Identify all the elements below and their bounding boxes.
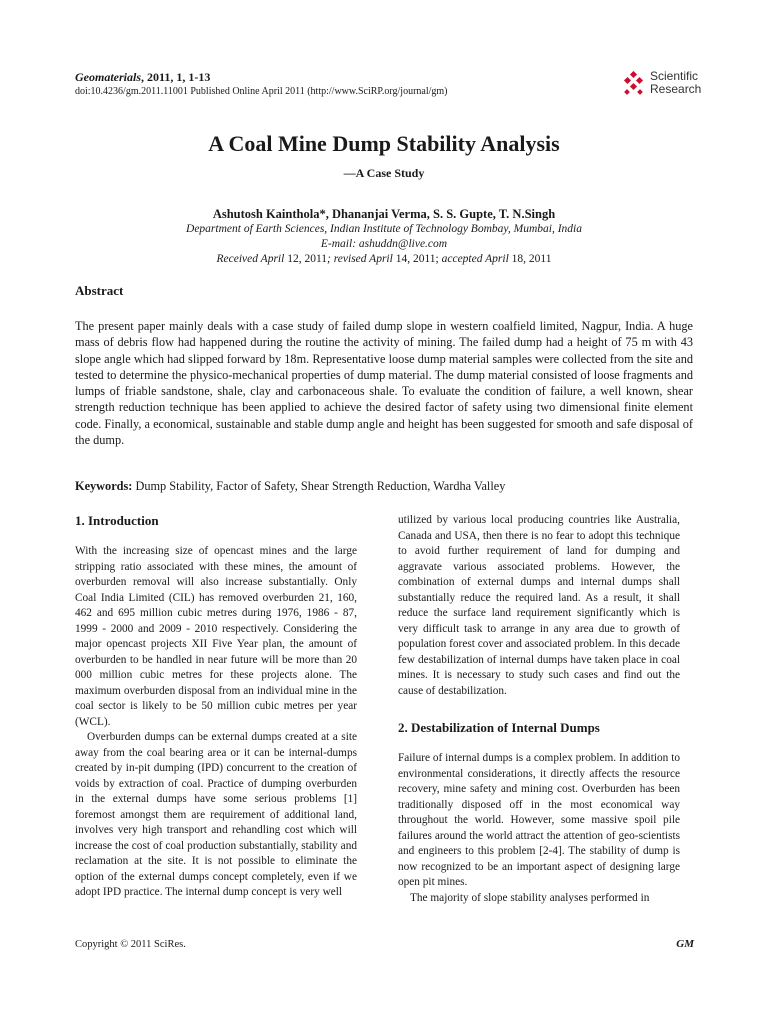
- destabilization-paragraph-1: Failure of internal dumps is a complex problem. In addition to environmental considerations, it directly affects the resource recovery, mine safety and mining cost. Overburden has been traditionally disposed off in the most economical way throughout the world. However, some massive spoil pile failures around the world attract the attention of geo-scientists and engineers to this problem [2-4]. The stability of dump is now recognized to be an important aspect of designing large open pit mines.: [398, 752, 680, 888]
- copyright-footer: Copyright © 2011 SciRes.: [75, 939, 186, 950]
- author-list: Ashutosh Kainthola*, Dhananjai Verma, S. S. Gupte, T. N.Singh: [212, 207, 556, 221]
- journal-volume: , 2011, 1, 1-13: [141, 70, 211, 84]
- journal-name: Geomaterials: [75, 70, 141, 84]
- destabilization-paragraph-2: The majority of slope stability analyses performed in: [410, 891, 650, 904]
- keywords: [75, 478, 693, 494]
- introduction-paragraph-1: With the increasing size of opencast mines and the large stripping ratio associated with these mines, the amount of overburden removal will also increase substantially. Only Coal India Limited (CIL) has removed overburden 21, 160, 462 and 695 million cubic metres during 1976, 1986 - 87, 1999 - 2000 and 2009 - 2010 respectively. Considering the major opencast projects XII Five Year plan, the amount of overburden to be handled in near future will be more than 20 000 million cubic metres for these projects alone. The maximum overburden disposal from an individual mine in the coal sector is likely to be 50 million cubic metres per year (WCL).: [75, 545, 357, 728]
- revised-date: 14, 2011;: [392, 253, 442, 265]
- affiliation: Department of Earth Sciences, Indian Institute of Technology Bombay, Mumbai, India: [186, 223, 582, 235]
- introduction-heading: 1. Introduction: [75, 513, 159, 528]
- abstract-text: The present paper mainly deals with a case study of failed dump slope in western coalfield limited, Nagpur, India. A huge mass of debris flow had happened during the routine the activity of mining. The failed dump had a height of 75 m with 43 slope angle which had slipped forward by 18m. Representative loose dump material samples were collected from the site and tested to determine the physico-mechanical properties of dump material. The dump material consisted of loose fragments and lumps of friable sandstone, shale, clay and carbonaceous shale. To evaluate the condition of failure, a well known, shear strength reduction technique has been applied to achieve the desired factor of safety using two dimensional finite element code. Finally, a economical, sustainable and stable dump angle and height has been suggested for smooth and safe disposal of the dump.: [75, 319, 693, 448]
- revised-label: ; revised April: [327, 253, 393, 265]
- doi-line: doi:10.4236/gm.2011.11001 Published Online April 2011 (http://www.SciRP.org/journal/gm): [75, 86, 448, 97]
- received-date: 12, 2011: [284, 253, 328, 265]
- introduction-paragraph-2: Overburden dumps can be external dumps created at a site away from the coal bearing area or it can be internal-dumps created by in-pit dumping (IPD) concurrent to the creation of voids by extraction of coal. Practice of dumping overburden in the external dumps have some serious problems [1] foremost amongst them are requirement of additional land, involves very high transport and rehandling cost which will increase the cost of coal production substantially, stability and reclamation at the site. It is not possible to eliminate the option of the external dumps concept completely, even if we adopt IPD practice. The internal dump concept is very well: [75, 731, 357, 898]
- journal-citation: [75, 70, 210, 84]
- left-column: [75, 512, 357, 901]
- scientific-research-logo-icon: [622, 71, 646, 97]
- logo-line-2: Research: [650, 82, 702, 96]
- abstract-heading: Abstract: [75, 283, 124, 298]
- logo-line-1: Scientific: [650, 69, 699, 83]
- publisher-logo: [622, 70, 712, 100]
- right-column: [398, 513, 680, 906]
- author-email: E-mail: ashuddn@live.com: [320, 238, 448, 250]
- keywords-text: Dump Stability, Factor of Safety, Shear Strength Reduction, Wardha Valley: [132, 479, 506, 493]
- paper-subtitle: —A Case Study: [343, 166, 425, 180]
- introduction-paragraph-3: utilized by various local producing countries like Australia, Canada and USA, then there is no fear to adopt this technique to avoid further requirement of land for dumping and aggravate various associated problems. However, the combination of external dumps and internal dumps shall substantially reduce the required land. As a result, it shall reduce the surface land requirement significantly which is very difficult task to arrange in any area due to growth of population forest cover and associated problem. In this decade few destabilization of internal dumps have taken place in coal mines. It is necessary to study such cases and find out the cause of destabilization.: [398, 514, 681, 697]
- logo-text: [650, 70, 701, 96]
- paper-title: A Coal Mine Dump Stability Analysis: [208, 131, 560, 156]
- accepted-date: 18, 2011: [508, 253, 552, 265]
- keywords-label: Keywords:: [75, 479, 133, 493]
- received-label: Received April: [216, 253, 285, 265]
- destabilization-heading: 2. Destabilization of Internal Dumps: [398, 720, 600, 735]
- journal-abbrev-footer: GM: [676, 938, 694, 950]
- accepted-label: accepted April: [441, 253, 509, 265]
- received-dates: [0, 252, 768, 266]
